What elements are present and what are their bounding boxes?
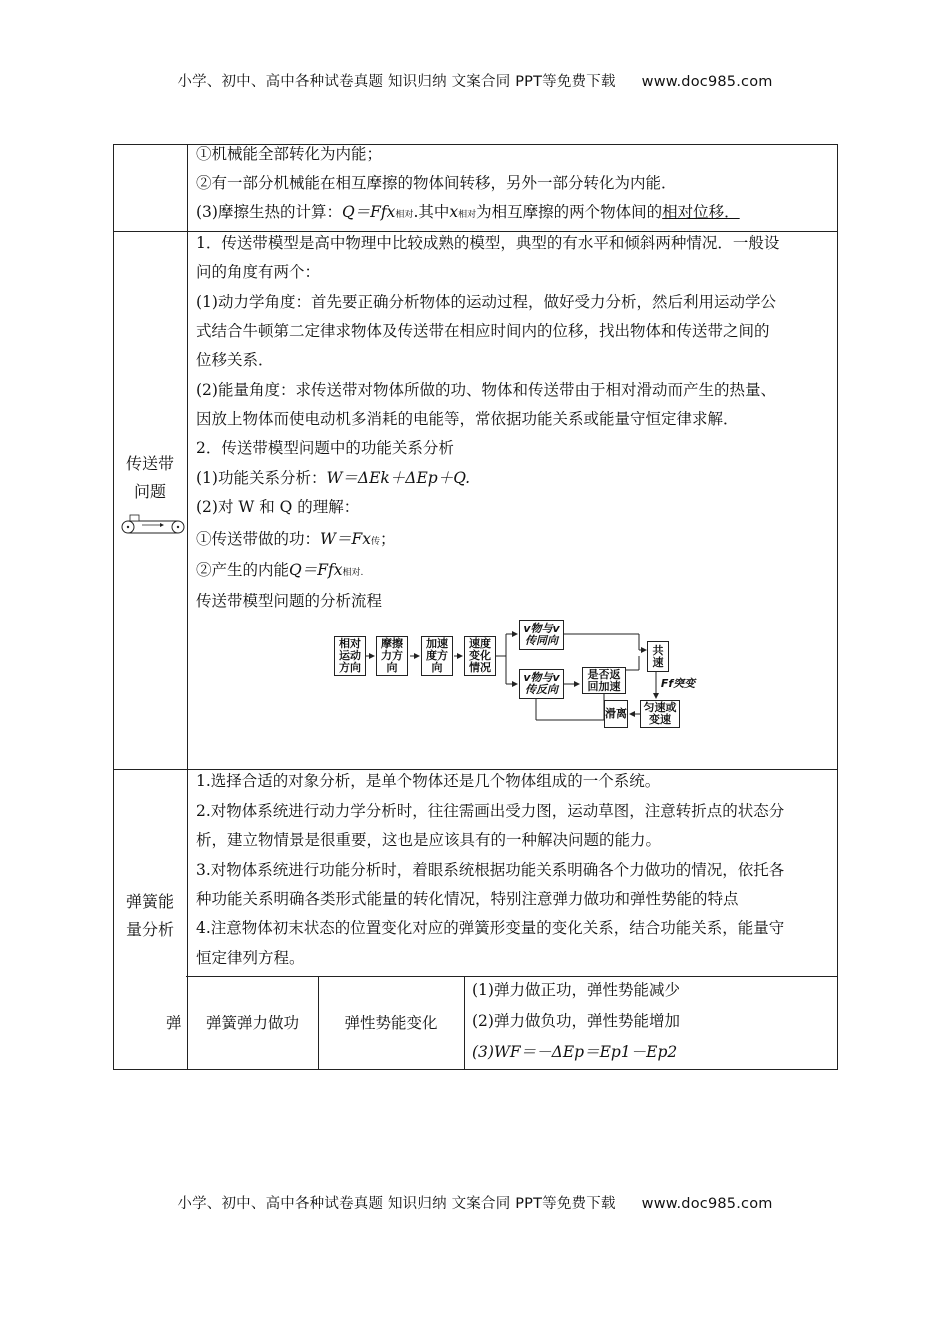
- flow-box-return-accel: 是否返回加速: [582, 667, 626, 694]
- row2-line5: (2)能量角度：求传送带对物体所做的功、物体和传送带由于相对滑动而产生的热量、: [196, 381, 776, 399]
- row3-line3: 3.对物体系统进行功能分析时，着眼系统根据功能关系明确各个力做功的情况，依托各: [196, 861, 785, 879]
- flow-box-relative-motion: 相对运动方向: [334, 636, 366, 676]
- row1-l3-sub: 相对: [395, 210, 414, 220]
- row2-func-label: (1)功能关系分析：: [196, 469, 327, 487]
- row4-cell-elastic-change: 弹性势能变化: [344, 1014, 438, 1032]
- row2-line2: (1)动力学角度：首先要正确分析物体的运动过程，做好受力分析，然后利用运动学公: [196, 293, 776, 311]
- row4-cell-spring-work: 弹簧弹力做功: [205, 1014, 299, 1032]
- row3-label: [113, 888, 187, 944]
- header-text: 小学、初中、高中各种试卷真题 知识归纳 文案合同 PPT等免费下载: [177, 74, 616, 90]
- row1-line1: ①机械能全部转化为内能；: [196, 145, 383, 163]
- row2-belt-work: [196, 529, 395, 552]
- flow-box-common-speed: 共速: [647, 641, 669, 672]
- row4-c3-line0: (1)弹力做正功，弹性势能减少: [472, 981, 680, 999]
- flow-label-ff-change: Ff突变: [658, 676, 698, 692]
- row3-line2: 析，建立物情景是很重要，这也是应该具有的一种解决问题的能力。: [196, 831, 662, 849]
- flow-box-slide-off: 滑离: [604, 700, 628, 728]
- row3-line4: 种功能关系明确各类形式能量的转化情况，特别注意弹力做功和弹性势能的特点: [196, 890, 739, 908]
- row2-func: [196, 468, 470, 488]
- row1-l3-sub2: 相对: [458, 210, 477, 220]
- row2-belt-work-label: ①传送带做的功：: [196, 530, 321, 548]
- row1-l3-underline: 相对位移．: [662, 203, 740, 221]
- row2-line1: 问的角度有两个：: [196, 263, 321, 281]
- conveyor-belt-icon: [120, 514, 186, 538]
- flow-box-velocity-change: 速度变化情况: [464, 636, 496, 676]
- row2-heat-label: ②产生的内能: [196, 561, 290, 579]
- row1-l3-a: (3)摩擦生热的计算：: [196, 203, 342, 221]
- row4-c3-line1: (2)弹力做负功，弹性势能增加: [472, 1012, 680, 1030]
- row3-line5: 4.注意物体初末状态的位置变化对应的弹簧形变量的变化关系，结合功能关系，能量守: [196, 919, 785, 937]
- row2-label: [113, 450, 187, 506]
- row2-belt-work-formula: W＝Fx: [320, 530, 371, 548]
- row2-heat: [196, 560, 363, 583]
- row1-line3: [196, 202, 740, 225]
- page-header: [0, 70, 950, 91]
- page-footer: [0, 1192, 950, 1213]
- row1-l3-b: .其中: [413, 203, 450, 221]
- flow-box-friction-direction: 摩擦力方向: [376, 636, 408, 676]
- row2-flow-title: 传送带模型问题的分析流程: [196, 592, 383, 610]
- row2-belt-work-sub: 传: [370, 537, 380, 547]
- row2-line7: 2．传送带模型问题中的功能关系分析: [196, 439, 454, 457]
- row2-label-line1: 传送带: [125, 454, 174, 473]
- row2-line0: 1．传送带模型是高中物理中比较成熟的模型，典型的有水平和倾斜两种情况．一般设: [196, 234, 780, 252]
- row1-line2: ②有一部分机械能在相互摩擦的物体间转移，另外一部分转化为内能．: [196, 174, 677, 192]
- row3-label-line2: 量分析: [125, 920, 174, 939]
- row2-wq: (2)对 W 和 Q 的理解：: [196, 498, 360, 516]
- row4-cut-char: 弹: [166, 1014, 182, 1032]
- row2-func-formula: W＝ΔEk＋ΔEp＋Q.: [326, 469, 471, 487]
- row1-l3-x: x: [449, 203, 459, 221]
- row1-l3-formula: Q＝Ffx: [341, 203, 396, 221]
- row2-label-line2: 问题: [133, 482, 166, 501]
- footer-url[interactable]: www.doc985.com: [641, 1196, 773, 1212]
- row2-belt-work-end: ；: [379, 530, 396, 548]
- row2-heat-sub: 相对.: [342, 568, 364, 578]
- row3-line0: 1.选择合适的对象分析，是单个物体还是几个物体组成的一个系统。: [196, 772, 661, 790]
- row4-c3-line2: (3)WF＝－ΔEp＝Ep1－Ep2: [472, 1043, 678, 1061]
- flow-box-same-direction: v物与v传同向: [519, 620, 564, 650]
- row2-heat-formula: Q＝Ffx: [289, 561, 343, 579]
- row3-line1: 2.对物体系统进行动力学分析时，往往需画出受力图，运动草图，注意转折点的状态分: [196, 802, 785, 820]
- flow-box-uniform-or-variable: 匀速或变速: [640, 700, 680, 728]
- row3-label-line1: 弹簧能: [125, 892, 174, 911]
- header-url[interactable]: www.doc985.com: [641, 74, 773, 90]
- footer-text: 小学、初中、高中各种试卷真题 知识归纳 文案合同 PPT等免费下载: [177, 1196, 616, 1212]
- flow-box-opposite-direction: v物与v传反向: [519, 669, 564, 699]
- flow-box-acceleration-direction: 加速度方向: [421, 636, 453, 676]
- row2-line4: 位移关系．: [196, 351, 274, 369]
- row2-line6: 因放上物体而使电动机多消耗的电能等，常依据功能关系或能量守恒定律求解．: [196, 410, 739, 428]
- row3-line6: 恒定律列方程。: [196, 949, 305, 967]
- row2-line3: 式结合牛顿第二定律求物体及传送带在相应时间内的位移，找出物体和传送带之间的: [196, 322, 770, 340]
- row1-l3-c: 为相互摩擦的两个物体间的: [476, 203, 663, 221]
